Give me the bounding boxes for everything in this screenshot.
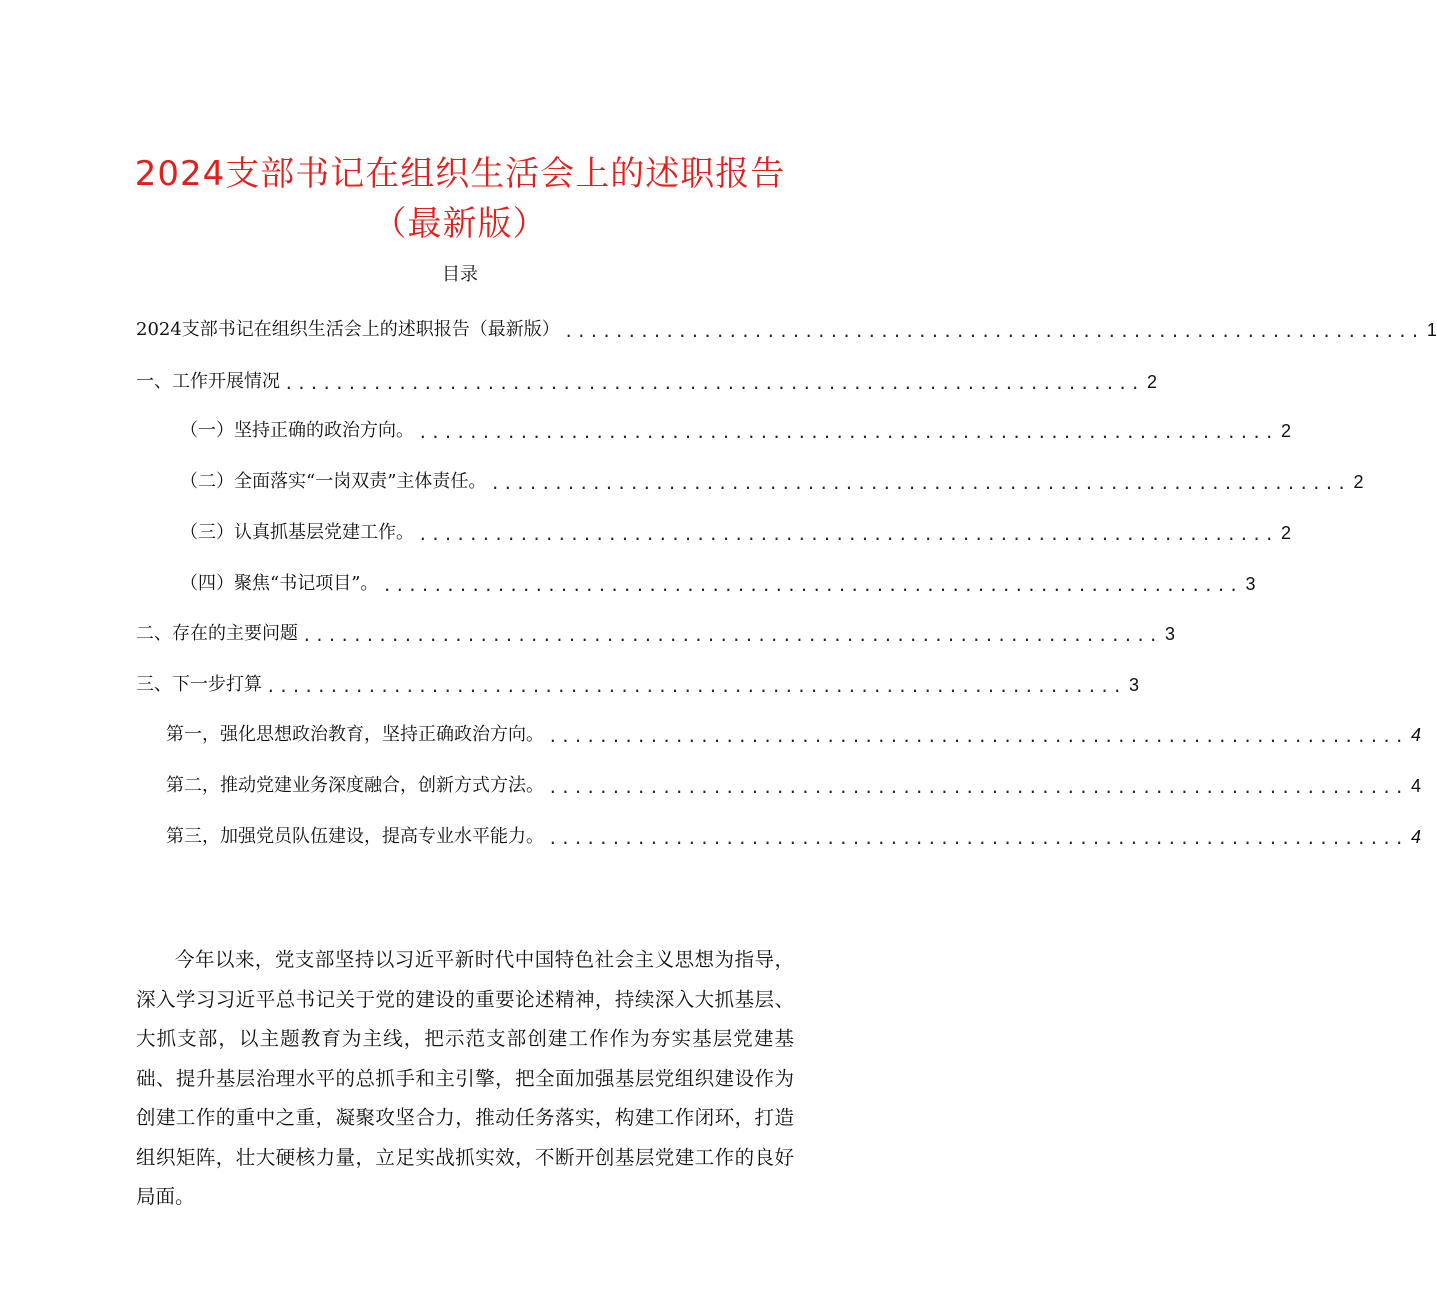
toc-entry-text: 二、存在的主要问题 [136,623,298,644]
toc-entry-page: 2 [1353,472,1364,492]
document-title: 2024支部书记在组织生活会上的述职报告 [134,154,786,194]
toc-entry-subsection-1[interactable] [180,412,1292,442]
toc-leader-dots: .................................................................... [548,778,1408,797]
toc-entry-item-2[interactable] [166,767,1422,797]
toc-entry-text: 一、工作开展情况 [136,371,280,392]
toc-entry-page: 4 [1411,776,1422,796]
toc-entry-subsection-4[interactable] [180,565,1256,595]
toc-entry-text: 第一，强化思想政治教育，坚持正确政治方向。 [166,724,544,745]
toc-entry-text: （四）聚焦“书记项目”。 [180,573,379,594]
document-title-subtitle: （最新版） [372,204,548,244]
toc-entry-text: （一）坚持正确的政治方向。 [180,420,414,441]
toc-entry-item-1[interactable] [166,716,1422,746]
toc-entry-title[interactable] [136,311,1437,341]
toc-leader-dots: .................................................................... [548,829,1408,848]
toc-leader-dots: .................................................................... [490,474,1350,493]
toc-entry-page: 2 [1281,523,1292,543]
toc-entry-item-3[interactable] [166,818,1422,848]
toc-leader-dots: .................................................................... [418,525,1278,544]
toc-entry-section-2[interactable] [136,615,1176,645]
toc-entry-subsection-3[interactable] [180,514,1292,544]
toc-entry-page: 4 [1411,827,1422,847]
toc-entry-page: 3 [1245,574,1256,594]
toc-heading: 目录 [442,264,478,285]
toc-entry-page: 3 [1129,675,1140,695]
toc-leader-dots: .................................................................... [563,322,1423,341]
toc-leader-dots: .................................................................... [382,576,1242,595]
toc-entry-text: 第二，推动党建业务深度融合，创新方式方法。 [166,775,544,796]
toc-leader-dots: .................................................................... [302,626,1162,645]
toc-entry-subsection-2[interactable] [180,463,1364,493]
toc-entry-text: 三、下一步打算 [136,674,262,695]
toc-entry-page: 2 [1281,421,1292,441]
body-paragraph: 今年以来，党支部坚持以习近平新时代中国特色社会主义思想为指导，深入学习习近平总书记关于党的建设的重要论述精神，持续深入大抓基层、大抓支部，以主题教育为主线，把示范支部创建工作作为夯实基层党建基础、提升基层治理水平的总抓手和主引擎，把全面加强基层党组织建设作为创建工作的重中之重，凝聚攻坚合力，推动任务落实，构建工作闭环，打造组织矩阵，壮大硬核力量，立足实战抓实效，不断开创基层党建工作的良好局面。 [136,948,794,1208]
toc-entry-text: 第三，加强党员队伍建设，提高专业水平能力。 [166,826,544,847]
toc-entry-text: 2024支部书记在组织生活会上的述职报告（最新版） [136,319,560,340]
toc-entry-text: （三）认真抓基层党建工作。 [180,522,414,543]
toc-entry-page: 2 [1147,372,1158,392]
toc-leader-dots: .................................................................... [284,374,1144,393]
toc-entry-page: 3 [1165,624,1176,644]
toc-entry-section-3[interactable] [136,666,1140,696]
toc-entry-text: （二）全面落实“一岗双责”主体责任。 [180,471,487,492]
toc-entry-page: 4 [1411,725,1422,745]
toc-entry-page: 1 [1426,320,1437,340]
toc-leader-dots: .................................................................... [418,423,1278,442]
toc-leader-dots: .................................................................... [266,677,1126,696]
toc-leader-dots: .................................................................... [548,727,1408,746]
toc-entry-section-1[interactable] [136,363,1158,393]
